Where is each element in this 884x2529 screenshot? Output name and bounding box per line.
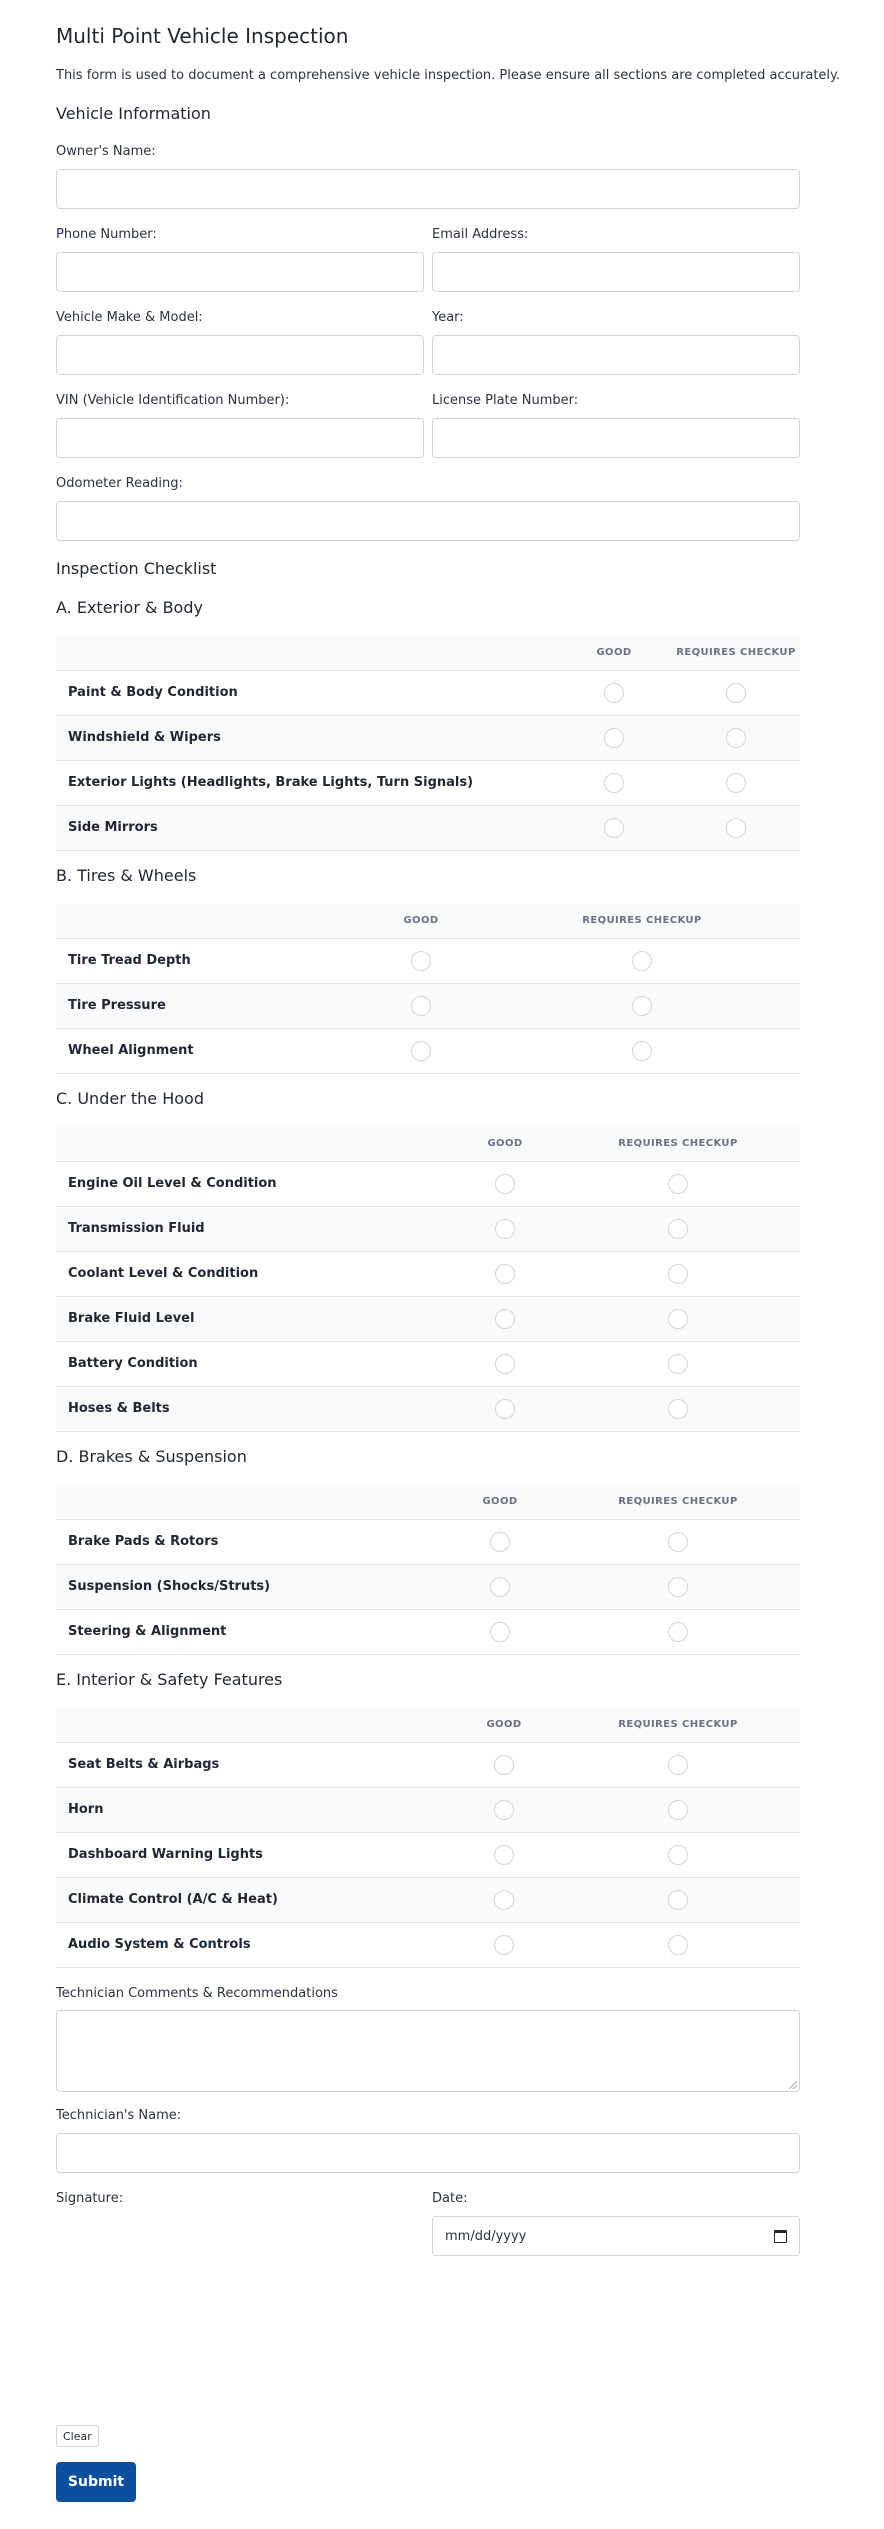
column-requires-checkup: REQUIRES CHECKUP bbox=[556, 1485, 800, 1519]
table-row bbox=[56, 1161, 800, 1206]
table-header-row bbox=[56, 1127, 800, 1161]
checklist-table-tires bbox=[56, 904, 800, 1074]
vehicle-info-heading: Vehicle Information bbox=[56, 104, 211, 123]
radio-good[interactable] bbox=[604, 818, 624, 838]
radio-requires-checkup[interactable] bbox=[668, 1309, 688, 1329]
section-title: B. Tires & Wheels bbox=[56, 866, 197, 885]
section-title: C. Under the Hood bbox=[56, 1089, 204, 1108]
technician-name-input[interactable] bbox=[56, 2133, 800, 2173]
item-label: Engine Oil Level & Condition bbox=[68, 1176, 277, 1191]
item-label: Battery Condition bbox=[68, 1356, 198, 1371]
radio-requires-checkup[interactable] bbox=[668, 1800, 688, 1820]
table-row bbox=[56, 1922, 800, 1967]
item-label: Dashboard Warning Lights bbox=[68, 1847, 263, 1862]
item-label: Seat Belts & Airbags bbox=[68, 1757, 220, 1772]
radio-good[interactable] bbox=[495, 1309, 515, 1329]
table-row bbox=[56, 983, 800, 1028]
plate-label: License Plate Number: bbox=[432, 393, 579, 408]
radio-requires-checkup[interactable] bbox=[668, 1174, 688, 1194]
item-label: Windshield & Wipers bbox=[68, 730, 221, 745]
radio-requires-checkup[interactable] bbox=[632, 996, 652, 1016]
item-label: Paint & Body Condition bbox=[68, 685, 238, 700]
radio-good[interactable] bbox=[494, 1935, 514, 1955]
item-label: Coolant Level & Condition bbox=[68, 1266, 259, 1281]
radio-requires-checkup[interactable] bbox=[632, 951, 652, 971]
year-label: Year: bbox=[432, 310, 464, 325]
radio-requires-checkup[interactable] bbox=[668, 1219, 688, 1239]
make-model-input[interactable] bbox=[56, 335, 424, 375]
table-row bbox=[56, 1519, 800, 1564]
radio-requires-checkup[interactable] bbox=[726, 683, 746, 703]
signature-label: Signature: bbox=[56, 2191, 124, 2206]
radio-requires-checkup[interactable] bbox=[668, 1532, 688, 1552]
item-label: Climate Control (A/C & Heat) bbox=[68, 1892, 278, 1907]
table-row bbox=[56, 1564, 800, 1609]
radio-good[interactable] bbox=[494, 1890, 514, 1910]
column-item bbox=[56, 1708, 452, 1742]
radio-good[interactable] bbox=[411, 996, 431, 1016]
radio-requires-checkup[interactable] bbox=[668, 1399, 688, 1419]
checklist-heading: Inspection Checklist bbox=[56, 559, 217, 578]
item-label: Suspension (Shocks/Struts) bbox=[68, 1579, 271, 1594]
table-row bbox=[56, 670, 800, 715]
checklist-table-under-hood bbox=[56, 1127, 800, 1432]
column-item bbox=[56, 1485, 444, 1519]
table-row bbox=[56, 1787, 800, 1832]
radio-good[interactable] bbox=[490, 1577, 510, 1597]
table-row bbox=[56, 938, 800, 983]
radio-requires-checkup[interactable] bbox=[668, 1622, 688, 1642]
radio-requires-checkup[interactable] bbox=[726, 818, 746, 838]
column-good: GOOD bbox=[358, 904, 484, 938]
radio-requires-checkup[interactable] bbox=[668, 1354, 688, 1374]
column-item bbox=[56, 1127, 454, 1161]
item-label: Hoses & Belts bbox=[68, 1401, 170, 1416]
table-header-row bbox=[56, 904, 800, 938]
radio-good[interactable] bbox=[490, 1622, 510, 1642]
item-label: Horn bbox=[68, 1802, 104, 1817]
checklist-table-interior bbox=[56, 1708, 800, 1968]
radio-good[interactable] bbox=[495, 1354, 515, 1374]
item-label: Transmission Fluid bbox=[68, 1221, 205, 1236]
table-row bbox=[56, 1742, 800, 1787]
year-input[interactable] bbox=[432, 335, 800, 375]
radio-requires-checkup[interactable] bbox=[668, 1264, 688, 1284]
form-intro: This form is used to document a comprehensive vehicle inspection. Please ensure all sections are completed accurately. bbox=[56, 68, 840, 83]
submit-button[interactable]: Submit bbox=[56, 2462, 136, 2502]
table-row bbox=[56, 1609, 800, 1654]
email-label: Email Address: bbox=[432, 227, 529, 242]
radio-good[interactable] bbox=[495, 1264, 515, 1284]
checklist-table-exterior bbox=[56, 636, 800, 851]
calendar-icon[interactable] bbox=[774, 2230, 787, 2243]
radio-requires-checkup[interactable] bbox=[726, 728, 746, 748]
radio-requires-checkup[interactable] bbox=[726, 773, 746, 793]
radio-requires-checkup[interactable] bbox=[668, 1935, 688, 1955]
item-label: Brake Fluid Level bbox=[68, 1311, 195, 1326]
phone-input[interactable] bbox=[56, 252, 424, 292]
resize-handle-icon[interactable] bbox=[789, 2081, 797, 2089]
table-row bbox=[56, 805, 800, 850]
table-header-row bbox=[56, 1708, 800, 1742]
plate-input[interactable] bbox=[432, 418, 800, 458]
date-input[interactable] bbox=[432, 2216, 800, 2256]
technician-name-label: Technician's Name: bbox=[56, 2108, 182, 2123]
radio-good[interactable] bbox=[490, 1532, 510, 1552]
radio-good[interactable] bbox=[604, 773, 624, 793]
column-good: GOOD bbox=[444, 1485, 556, 1519]
comments-textarea[interactable] bbox=[56, 2010, 800, 2092]
table-header-row bbox=[56, 1485, 800, 1519]
item-label: Brake Pads & Rotors bbox=[68, 1534, 219, 1549]
item-label: Steering & Alignment bbox=[68, 1624, 227, 1639]
owner-name-label: Owner's Name: bbox=[56, 144, 156, 159]
radio-requires-checkup[interactable] bbox=[668, 1577, 688, 1597]
radio-requires-checkup[interactable] bbox=[668, 1755, 688, 1775]
section-title: A. Exterior & Body bbox=[56, 598, 203, 617]
date-label: Date: bbox=[432, 2191, 468, 2206]
item-label: Tire Pressure bbox=[68, 998, 166, 1013]
column-good: GOOD bbox=[452, 1708, 556, 1742]
phone-label: Phone Number: bbox=[56, 227, 157, 242]
column-good: GOOD bbox=[556, 636, 672, 670]
odometer-label: Odometer Reading: bbox=[56, 476, 183, 491]
column-requires-checkup: REQUIRES CHECKUP bbox=[556, 1708, 800, 1742]
checklist-table-brakes bbox=[56, 1485, 800, 1655]
item-label: Exterior Lights (Headlights, Brake Lights, Turn Signals) bbox=[68, 775, 474, 790]
comments-label: Technician Comments & Recommendations bbox=[56, 1986, 338, 2001]
table-row bbox=[56, 1296, 800, 1341]
table-row bbox=[56, 715, 800, 760]
column-item bbox=[56, 904, 358, 938]
column-requires-checkup: REQUIRES CHECKUP bbox=[556, 1127, 800, 1161]
item-label: Side Mirrors bbox=[68, 820, 158, 835]
column-good: GOOD bbox=[454, 1127, 556, 1161]
table-row bbox=[56, 1028, 800, 1073]
table-row bbox=[56, 1341, 800, 1386]
column-item bbox=[56, 636, 556, 670]
radio-good[interactable] bbox=[495, 1399, 515, 1419]
table-row bbox=[56, 760, 800, 805]
radio-good[interactable] bbox=[494, 1800, 514, 1820]
vin-input[interactable] bbox=[56, 418, 424, 458]
column-requires-checkup: REQUIRES CHECKUP bbox=[484, 904, 800, 938]
radio-good[interactable] bbox=[495, 1174, 515, 1194]
column-requires-checkup: REQUIRES CHECKUP bbox=[672, 636, 800, 670]
owner-name-input[interactable] bbox=[56, 169, 800, 209]
table-row bbox=[56, 1877, 800, 1922]
item-label: Audio System & Controls bbox=[68, 1937, 251, 1952]
radio-good[interactable] bbox=[494, 1755, 514, 1775]
item-label: Tire Tread Depth bbox=[68, 953, 191, 968]
odometer-input[interactable] bbox=[56, 501, 800, 541]
table-row bbox=[56, 1386, 800, 1431]
section-title: D. Brakes & Suspension bbox=[56, 1447, 247, 1466]
radio-good[interactable] bbox=[411, 951, 431, 971]
item-label: Wheel Alignment bbox=[68, 1043, 194, 1058]
section-title: E. Interior & Safety Features bbox=[56, 1670, 283, 1689]
vin-label: VIN (Vehicle Identification Number): bbox=[56, 393, 290, 408]
page-title: Multi Point Vehicle Inspection bbox=[56, 24, 349, 48]
clear-signature-button[interactable]: Clear bbox=[56, 2425, 99, 2447]
table-row bbox=[56, 1832, 800, 1877]
radio-good[interactable] bbox=[495, 1219, 515, 1239]
radio-requires-checkup[interactable] bbox=[668, 1845, 688, 1865]
table-row bbox=[56, 1251, 800, 1296]
table-header-row bbox=[56, 636, 800, 670]
date-placeholder: mm/dd/yyyy bbox=[445, 2229, 527, 2244]
radio-good[interactable] bbox=[494, 1845, 514, 1865]
email-input[interactable] bbox=[432, 252, 800, 292]
table-row bbox=[56, 1206, 800, 1251]
radio-good[interactable] bbox=[604, 683, 624, 703]
make-model-label: Vehicle Make & Model: bbox=[56, 310, 203, 325]
radio-good[interactable] bbox=[604, 728, 624, 748]
radio-requires-checkup[interactable] bbox=[668, 1890, 688, 1910]
radio-requires-checkup[interactable] bbox=[632, 1041, 652, 1061]
radio-good[interactable] bbox=[411, 1041, 431, 1061]
